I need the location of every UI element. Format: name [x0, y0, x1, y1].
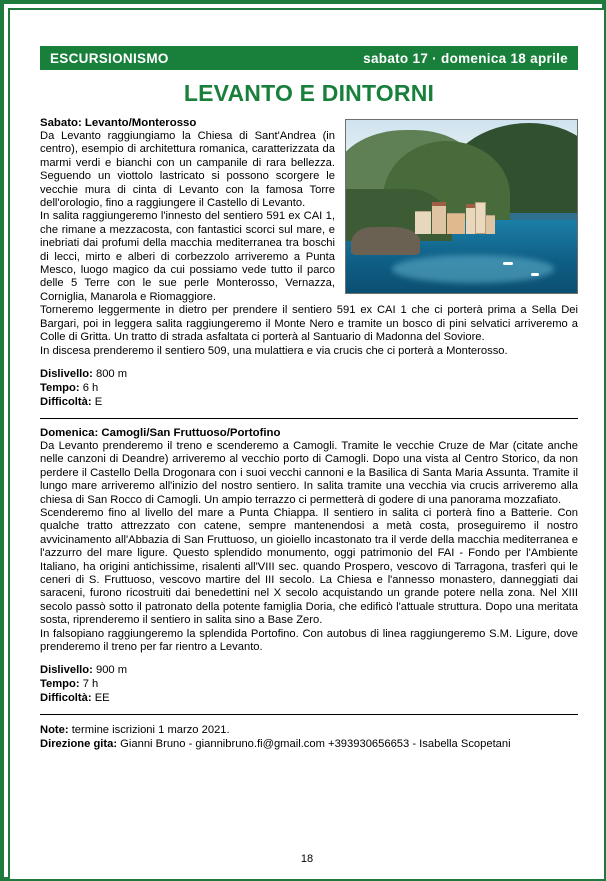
saturday-paragraph-2: In salita raggiungeremo l'innesto del sentiero 591 ex CAI 1, che rimane a mezzacosta, con fantastici scorci sul mare, e inebriati dai profumi della macchia mediterranea tra boschi di lecci, mirto e alberi di corbezzolo arriveremo a Punta Mesco, luogo magico da cui possiamo vede tutto il parco delle 5 Terre con le sue perle Monterosso, Vernazza, Corniglia, Manarola e Riomaggiore. [40, 210, 335, 303]
sunday-stat-dislivello-label: Dislivello: [40, 664, 93, 677]
sunday-stat-tempo-label: Tempo: [40, 678, 80, 691]
photo-building [432, 205, 446, 234]
note-label: Note: [40, 724, 69, 737]
sunday-stat-difficolta [40, 691, 578, 705]
photo-bell-tower [475, 202, 486, 234]
sunday-heading: Domenica: Camogli/San Fruttuoso/Portofino [40, 426, 281, 439]
direction-line [40, 737, 578, 751]
coastal-photo [345, 119, 578, 294]
saturday-stat-dislivello-label: Dislivello: [40, 367, 93, 380]
photo-boat [503, 262, 513, 265]
header-category-label: ESCURSIONISMO [50, 50, 169, 66]
page-number: 18 [300, 853, 314, 865]
page-inner-border [8, 8, 606, 881]
sunday-stat-tempo [40, 677, 578, 691]
sunday-stat-dislivello [40, 663, 578, 677]
photo-boat [531, 273, 539, 276]
saturday-stat-difficolta [40, 395, 578, 409]
note-value: termine iscrizioni 1 marzo 2021. [68, 724, 230, 737]
page-title: LEVANTO E DINTORNI [183, 80, 435, 106]
sunday-stat-dislivello-value: 900 m [95, 664, 128, 677]
header-date-label: sabato 17 · domenica 18 aprile [363, 50, 568, 66]
saturday-stat-tempo-label: Tempo: [40, 381, 80, 394]
photo-building [447, 213, 465, 234]
photo-roof [432, 202, 446, 206]
sunday-stat-difficolta-label: Difficoltà: [40, 692, 92, 705]
photo-building [415, 211, 431, 234]
saturday-section [40, 117, 578, 358]
direction-label: Direzione gita: [40, 738, 118, 751]
saturday-stats [40, 367, 578, 409]
sunday-section [40, 427, 578, 655]
sunday-paragraph-3: In falsopiano raggiungeremo la splendida Portofino. Con autobus di linea raggiungeremo S.M. Ligure, dove prenderemo il treno per far rientro a Levanto. [40, 627, 578, 653]
saturday-stat-dislivello-value: 800 m [95, 367, 128, 380]
photo-village [415, 207, 512, 235]
saturday-stat-tempo [40, 381, 578, 395]
footer-divider [40, 714, 578, 715]
saturday-stat-difficolta-value: E [94, 395, 103, 408]
sunday-stat-difficolta-value: EE [94, 692, 110, 705]
saturday-heading: Sabato: Levanto/Monterosso [40, 117, 197, 129]
spacer [40, 358, 578, 367]
saturday-stat-difficolta-label: Difficoltà: [40, 395, 92, 408]
sunday-paragraph-1: Da Levanto prenderemo il treno e scenderemo a Camogli. Tramite le vecchie Cruze de Mar (citate anche nelle canzoni di Deandre) arriveremo al vecchio porto di Camogli. Dopo una vista al Centro Storico, da non perdere il Castello Della Drogonara con i suoi vecchi cannoni e la Basilica di Santa Maria Assunta. Tramite il lungo mare arriveremo all'inizio del nostro sentiero. In salita tramite una vecchia via crucis arriveremo alla chiesa di San Rocco di Camogli. Un ampio terrazzo ci permetterà di godere di una panorama mozzafiato. [40, 439, 578, 506]
saturday-stat-tempo-value: 6 h [82, 381, 99, 394]
saturday-paragraph-3: Torneremo leggermente in dietro per prendere il sentiero 591 ex CAI 1 che ci porterà prima a Sella Dei Bargari, poi in leggera salita raggiungeremo il Monte Nero e tramite un bosco di pini selvatici arriveremo a Colle di Gritta. Un tratto di strada asfaltata ci porterà al Santuario di Madonna del Soviore. [40, 304, 578, 344]
sunday-stat-tempo-value: 7 h [82, 678, 99, 691]
saturday-paragraph-4: In discesa prenderemo il sentiero 509, una mulattiera e via crucis che ci porterà a Monterosso. [40, 344, 508, 357]
saturday-stat-dislivello [40, 367, 578, 381]
photo-sea-highlight [392, 255, 554, 283]
sunday-stats [40, 663, 578, 705]
direction-value: Gianni Bruno - giannibruno.fi@gmail.com +393930656653 - Isabella Scopetani [117, 738, 511, 751]
saturday-paragraph-1: Da Levanto raggiungiamo la Chiesa di Sant'Andrea (in centro), esempio di architettura romanica, caratterizzata da marmi verdi e bianchi con un campanile di rara bellezza. Seguendo un viottolo lastricato si possono scorgere le vecchie mura di cinta di Levanto con la famosa Torre dell'orologio, fino a raggiungere il Castello di Levanto. [40, 130, 335, 210]
page-content [40, 46, 578, 751]
section-header-bar [40, 46, 578, 70]
sunday-paragraph-2: Scenderemo fino al livello del mare a Punta Chiappa. Il sentiero in salita ci porterà fino a Batterie. Con qualche tratto attrezzato con catene, sempre mantenendosi a metà costa, proseguiremo il nostro avvicinamento all'Abbazia di San Fruttuoso, un gioiello incastonato tra il verde della macchia mediterranea e l'azzurro del mare ligure. Questo splendido monumento, oggi patrimonio del FAI - Fondo per l'Ambiente Italiano, ha origini antichissime, risalenti all'VIII sec. quando Prospero, vescovo di Tarragona, trasferì qui le ceneri di S. Fruttuoso, vescovo martire del III secolo. La Chiesa e l'annesso monastero, danneggiati dai saraceni, furono ricostruiti dai benedettini nel X secolo acquistando un grande potere nella zona. Nel XIII secolo passò sotto il patronato della potente famiglia Doria, che edificò l'attuale struttura. Dopo una meritata sosta, riprenderemo il sentiero in salita sino a Base Zero. [40, 506, 578, 627]
section-divider [40, 418, 578, 419]
spacer [40, 654, 578, 663]
photo-rocks [351, 227, 420, 255]
note-line [40, 723, 578, 737]
